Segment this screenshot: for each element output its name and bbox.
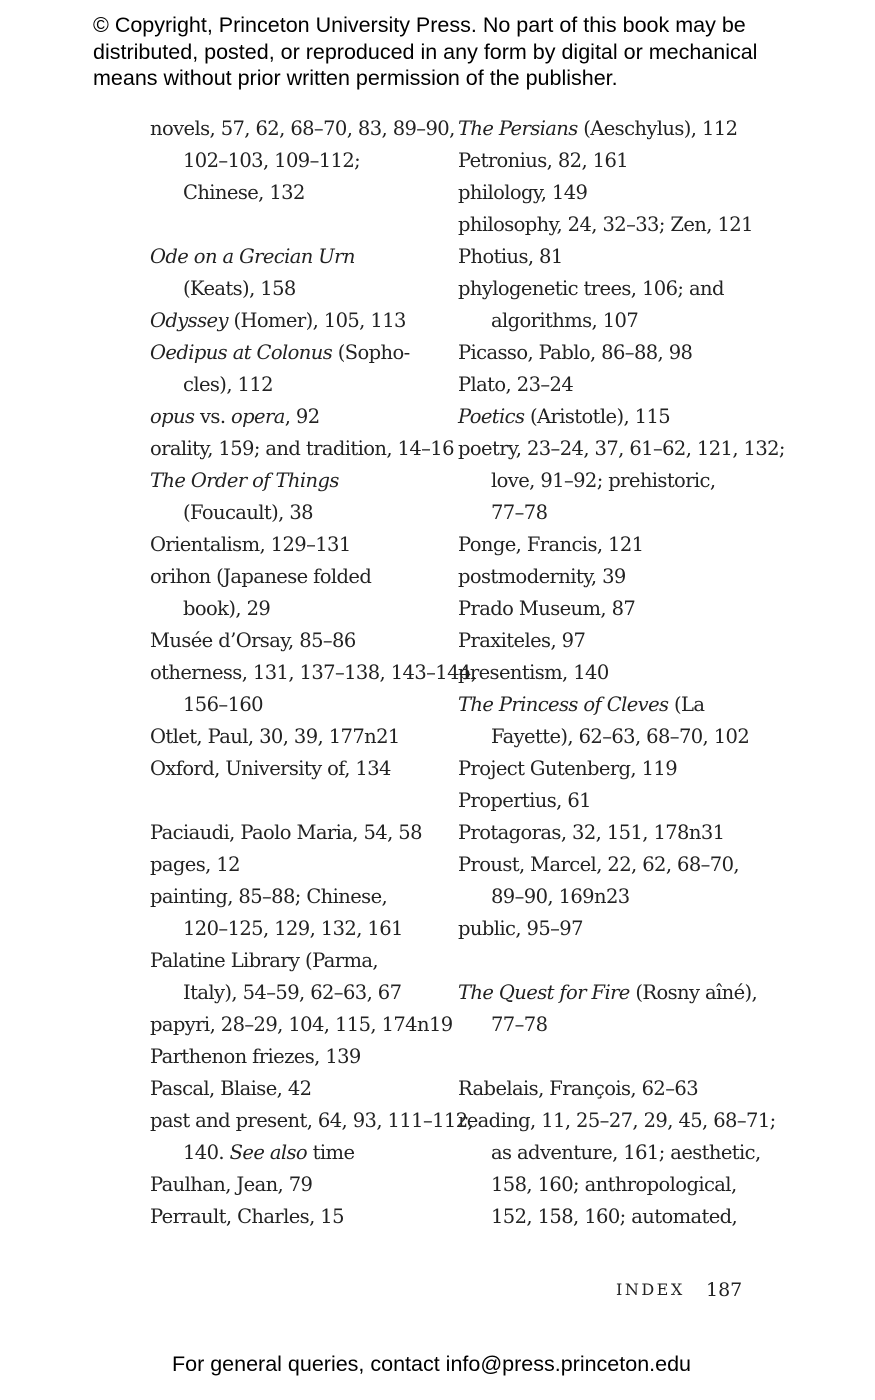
blank-spacer [150, 785, 450, 817]
index-title-italic: The Persians [458, 117, 578, 140]
index-entry [150, 721, 450, 753]
index-entry [458, 625, 778, 657]
index-text: philosophy, 24, 32–33; Zen, 121 [458, 213, 753, 236]
index-text: vs. [194, 405, 232, 428]
index-entry [458, 113, 778, 145]
index-text: philology, 149 [458, 181, 588, 204]
index-entry [458, 817, 778, 849]
index-text: Paulhan, Jean, 79 [150, 1173, 313, 1196]
index-entry [458, 369, 778, 401]
index-text: (Homer), 105, 113 [227, 309, 406, 332]
index-text: past and present, 64, 93, 111–112, [150, 1109, 474, 1132]
page-number: 187 [706, 1279, 743, 1301]
index-subline [458, 1169, 778, 1201]
index-text: Ponge, Francis, 121 [458, 533, 644, 556]
index-text: Palatine Library (Parma, [150, 949, 378, 972]
index-text: Picasso, Pablo, 86–88, 98 [458, 341, 693, 364]
index-text: 156–160 [183, 693, 263, 716]
index-text: (Aristotle), 115 [524, 405, 671, 428]
index-text: love, 91–92; prehistoric, [491, 469, 716, 492]
index-text: (Foucault), 38 [183, 501, 313, 524]
copyright-line: © Copyright, Princeton University Press. No part of this book may be [93, 13, 746, 37]
index-entry [150, 1009, 453, 1041]
index-entry [458, 561, 778, 593]
index-text: time [307, 1141, 355, 1164]
index-entry [150, 849, 450, 881]
index-entry [150, 657, 477, 689]
index-text: (Keats), 158 [183, 277, 296, 300]
index-subline [458, 1137, 778, 1169]
blank-spacer [458, 945, 778, 977]
index-text: Photius, 81 [458, 245, 563, 268]
index-text: painting, 85–88; Chinese, [150, 885, 388, 908]
index-text: (Rosny aîné), [629, 981, 758, 1004]
index-text: Proust, Marcel, 22, 62, 68–70, [458, 853, 739, 876]
index-text: (Aeschylus), 112 [577, 117, 738, 140]
index-entry [150, 881, 450, 913]
index-entry [458, 593, 778, 625]
index-title-italic: Ode on a Grecian Urn [150, 245, 355, 268]
index-text: as adventure, 161; aesthetic, [491, 1141, 761, 1164]
index-entry [150, 1169, 450, 1201]
index-entry [150, 433, 454, 465]
index-subline [150, 593, 450, 625]
index-subline [458, 1201, 778, 1233]
index-entry [458, 1073, 778, 1105]
index-entry [150, 241, 450, 273]
index-title-italic: The Princess of Cleves [458, 693, 669, 716]
index-text: Orientalism, 129–131 [150, 533, 351, 556]
index-entry [458, 753, 778, 785]
index-subline [150, 1137, 450, 1169]
index-entry [150, 1041, 450, 1073]
index-text: Musée d’Orsay, 85–86 [150, 629, 356, 652]
index-column-left [150, 113, 477, 1233]
index-text: Project Gutenberg, 119 [458, 757, 678, 780]
index-text: Oxford, University of, 134 [150, 757, 391, 780]
index-subline [150, 273, 450, 305]
index-subline [458, 881, 778, 913]
index-subline [150, 689, 450, 721]
index-text: Pascal, Blaise, 42 [150, 1077, 312, 1100]
index-entry [458, 337, 778, 369]
index-text: 102–103, 109–112; [183, 149, 361, 172]
index-title-italic: The Quest for Fire [458, 981, 630, 1004]
index-subline [150, 369, 450, 401]
index-text: Otlet, Paul, 30, 39, 177n21 [150, 725, 400, 748]
index-text: book), 29 [183, 597, 271, 620]
index-title-italic: The Order of Things [150, 469, 339, 492]
index-subline [150, 497, 450, 529]
index-text: Protagoras, 32, 151, 178n31 [458, 821, 725, 844]
index-text: novels, 57, 62, 68–70, 83, 89–90, [150, 117, 455, 140]
index-text: Petronius, 82, 161 [458, 149, 629, 172]
index-entry [150, 561, 450, 593]
index-text: pages, 12 [150, 853, 240, 876]
index-entry [458, 177, 778, 209]
index-entry [458, 273, 778, 305]
index-text: orality, 159; and tradition, 14–16 [150, 437, 454, 460]
index-text: 152, 158, 160; automated, [491, 1205, 738, 1228]
index-text: presentism, 140 [458, 661, 609, 684]
index-entry [458, 401, 778, 433]
index-subline [150, 977, 450, 1009]
index-entry [150, 529, 450, 561]
index-entry [458, 433, 785, 465]
index-entry [458, 241, 778, 273]
index-entry [458, 529, 778, 561]
index-text: 77–78 [491, 1013, 548, 1036]
index-entry [458, 145, 778, 177]
copyright-notice [93, 12, 853, 92]
index-text: , 92 [284, 405, 320, 428]
copyright-line: distributed, posted, or reproduced in any form by digital or mechanical [93, 39, 758, 64]
index-entry [150, 113, 455, 145]
index-entry [150, 753, 450, 785]
index-text: 89–90, 169n23 [491, 885, 630, 908]
index-text: Italy), 54–59, 62–63, 67 [183, 981, 402, 1004]
index-text: orihon (Japanese folded [150, 565, 372, 588]
index-subline [458, 721, 778, 753]
index-subline [150, 913, 450, 945]
index-text: Propertius, 61 [458, 789, 591, 812]
copyright-line: means without prior written permission of the publisher. [93, 66, 618, 90]
index-text: 120–125, 129, 132, 161 [183, 917, 403, 940]
index-entry [150, 1201, 450, 1233]
index-text: (La [668, 693, 705, 716]
index-subline [458, 497, 778, 529]
blank-spacer [458, 1041, 778, 1073]
index-entry [150, 337, 450, 369]
index-subline [458, 305, 778, 337]
blank-spacer [150, 209, 450, 241]
index-text: poetry, 23–24, 37, 61–62, 121, 132; [458, 437, 785, 460]
index-text: Fayette), 62–63, 68–70, 102 [491, 725, 750, 748]
index-entry [150, 465, 450, 497]
index-text: public, 95–97 [458, 917, 583, 940]
index-text: postmodernity, 39 [458, 565, 626, 588]
index-text: (Sopho- [332, 341, 410, 364]
index-text: algorithms, 107 [491, 309, 639, 332]
index-entry [458, 209, 778, 241]
footer-contact: For general queries, contact info@press.princeton.edu [172, 1352, 692, 1376]
index-text: papyri, 28–29, 104, 115, 174n19 [150, 1013, 453, 1036]
index-entry [458, 689, 778, 721]
index-text: 158, 160; anthropological, [491, 1173, 737, 1196]
index-entry [458, 849, 778, 881]
index-entry [150, 401, 450, 433]
index-title-italic: Oedipus at Colonus [150, 341, 333, 364]
index-text: reading, 11, 25–27, 29, 45, 68–71; [458, 1109, 776, 1132]
index-text: cles), 112 [183, 373, 273, 396]
index-entry [150, 945, 450, 977]
index-entry [150, 305, 450, 337]
index-text: Prado Museum, 87 [458, 597, 636, 620]
index-text: phylogenetic trees, 106; and [458, 277, 724, 300]
index-title-italic: Odyssey [150, 309, 228, 332]
index-text: Praxiteles, 97 [458, 629, 586, 652]
index-subline [150, 177, 450, 209]
index-subline [150, 145, 450, 177]
index-text: 140. [183, 1141, 230, 1164]
index-subline [458, 465, 778, 497]
index-text: Chinese, 132 [183, 181, 305, 204]
index-entry [458, 657, 778, 689]
index-entry [150, 1073, 450, 1105]
index-text: Rabelais, François, 62–63 [458, 1077, 698, 1100]
index-text: Paciaudi, Paolo Maria, 54, 58 [150, 821, 422, 844]
index-entry [458, 913, 778, 945]
index-entry [150, 625, 450, 657]
index-entry [458, 1105, 778, 1137]
index-text: 77–78 [491, 501, 548, 524]
running-head: INDEX [616, 1280, 685, 1299]
index-entry [458, 977, 778, 1009]
index-subline [458, 1009, 778, 1041]
index-text: Perrault, Charles, 15 [150, 1205, 344, 1228]
index-entry [458, 785, 778, 817]
index-title-italic: opus [150, 405, 195, 428]
index-entry [150, 817, 450, 849]
index-title-italic: See also [229, 1141, 308, 1164]
index-text: otherness, 131, 137–138, 143–144, [150, 661, 477, 684]
index-text: Plato, 23–24 [458, 373, 574, 396]
index-text: Parthenon friezes, 139 [150, 1045, 361, 1068]
index-title-italic: Poetics [458, 405, 525, 428]
index-column-right [458, 113, 785, 1233]
index-entry [150, 1105, 474, 1137]
index-title-italic: opera [231, 405, 285, 428]
